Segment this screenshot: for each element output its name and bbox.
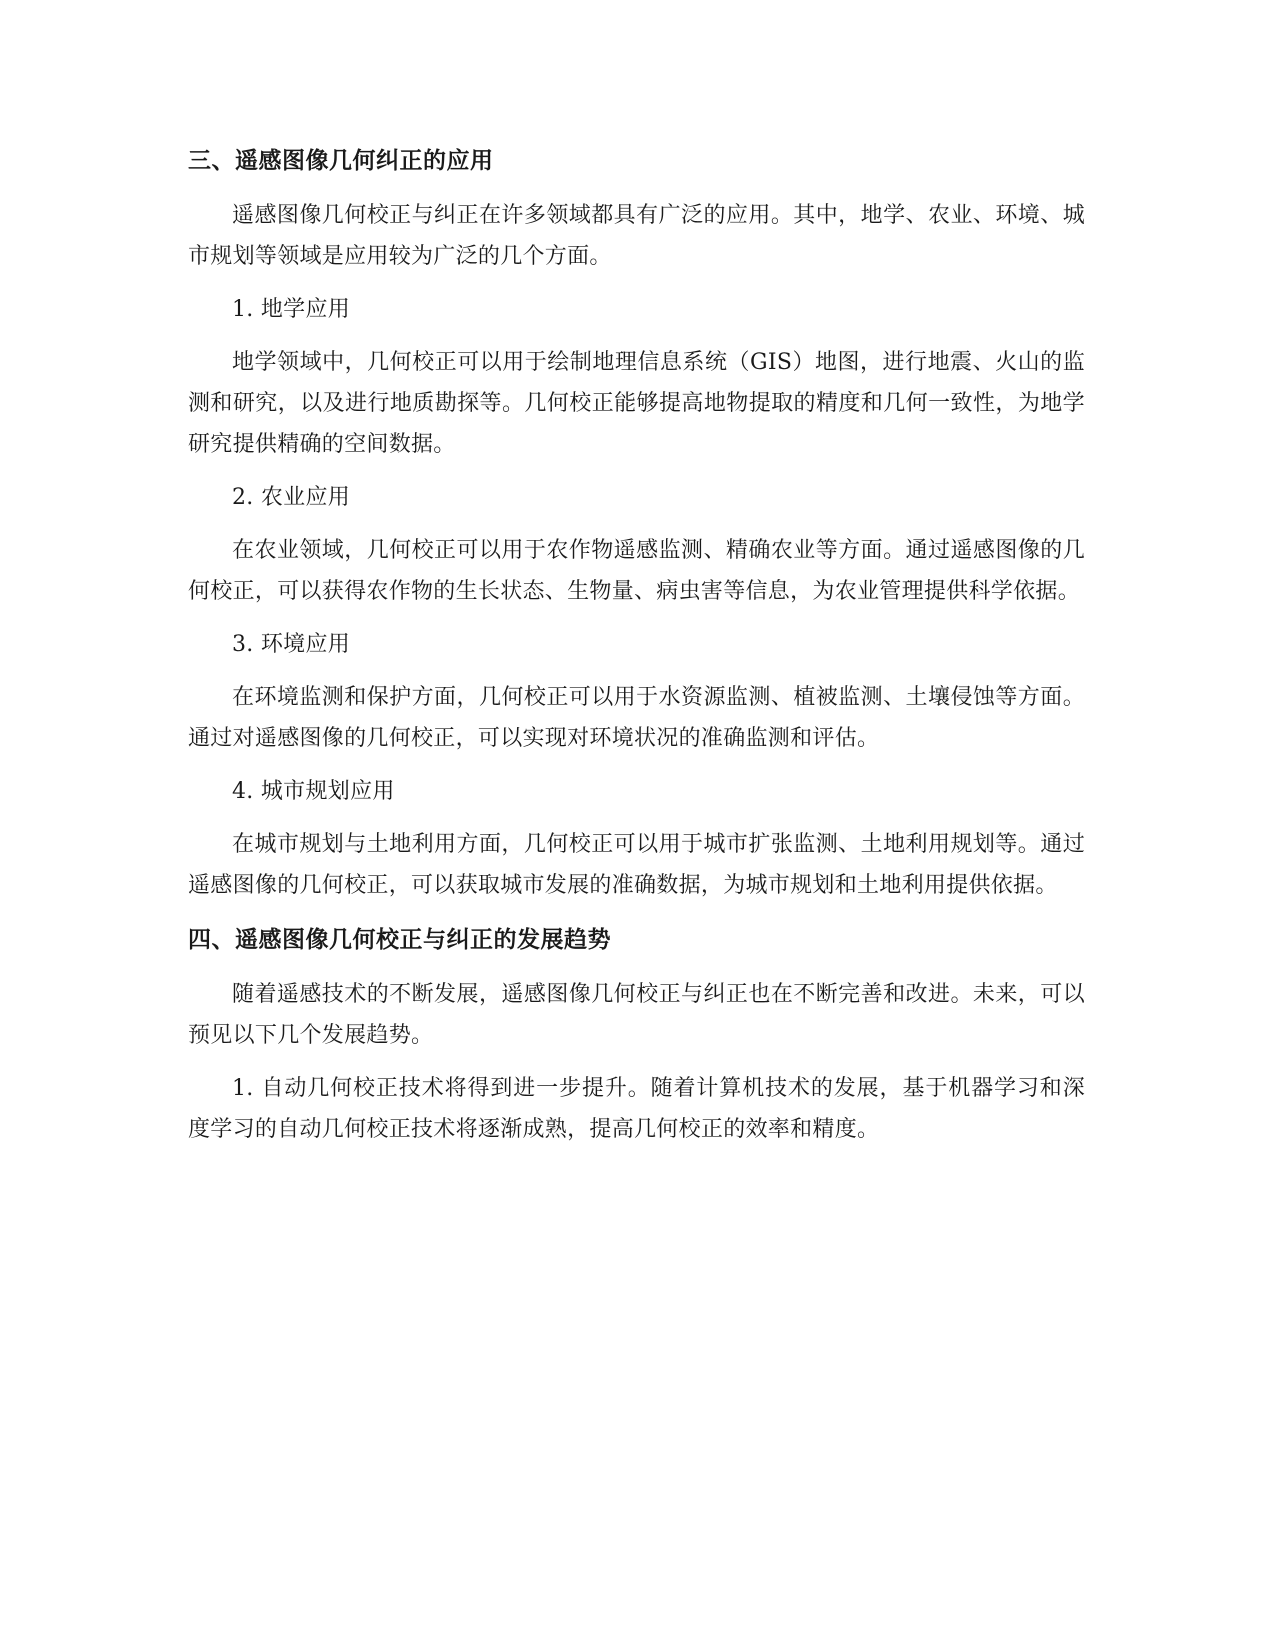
subheading-environment: 3. 环境应用 [232, 632, 351, 657]
paragraph-urban-planning: 在城市规划与土地利用方面，几何校正可以用于城市扩张监测、土地利用规划等。通过遥感图像的几何校正，可以获取城市发展的准确数据，为城市规划和土地利用提供依据。 [188, 832, 1085, 898]
subheading-geoscience: 1. 地学应用 [232, 297, 351, 322]
subheading-urban-planning: 4. 城市规划应用 [232, 779, 395, 804]
subheading-agriculture: 2. 农业应用 [232, 485, 351, 510]
section-4-heading: 四、遥感图像几何校正与纠正的发展趋势 [188, 927, 611, 953]
trend-item-1-paragraph: 1. 自动几何校正技术将得到进一步提升。随着计算机技术的发展，基于机器学习和深度学习的自动几何校正技术将逐渐成熟，提高几何校正的效率和精度。 [188, 1076, 1085, 1142]
paragraph-agriculture: 在农业领域，几何校正可以用于农作物遥感监测、精确农业等方面。通过遥感图像的几何校正，可以获得农作物的生长状态、生物量、病虫害等信息，为农业管理提供科学依据。 [188, 538, 1085, 604]
paragraph-geoscience: 地学领域中，几何校正可以用于绘制地理信息系统（GIS）地图，进行地震、火山的监测和研究，以及进行地质勘探等。几何校正能够提高地物提取的精度和几何一致性，为地学研究提供精确的空间数据。 [188, 350, 1085, 457]
section-4-intro-paragraph: 随着遥感技术的不断发展，遥感图像几何校正与纠正也在不断完善和改进。未来，可以预见以下几个发展趋势。 [188, 982, 1085, 1048]
section-3-heading: 三、遥感图像几何纠正的应用 [188, 148, 494, 174]
section-3-intro-paragraph: 遥感图像几何校正与纠正在许多领域都具有广泛的应用。其中，地学、农业、环境、城市规划等领域是应用较为广泛的几个方面。 [188, 203, 1085, 269]
paragraph-environment: 在环境监测和保护方面，几何校正可以用于水资源监测、植被监测、土壤侵蚀等方面。通过对遥感图像的几何校正，可以实现对环境状况的准确监测和评估。 [188, 685, 1085, 751]
